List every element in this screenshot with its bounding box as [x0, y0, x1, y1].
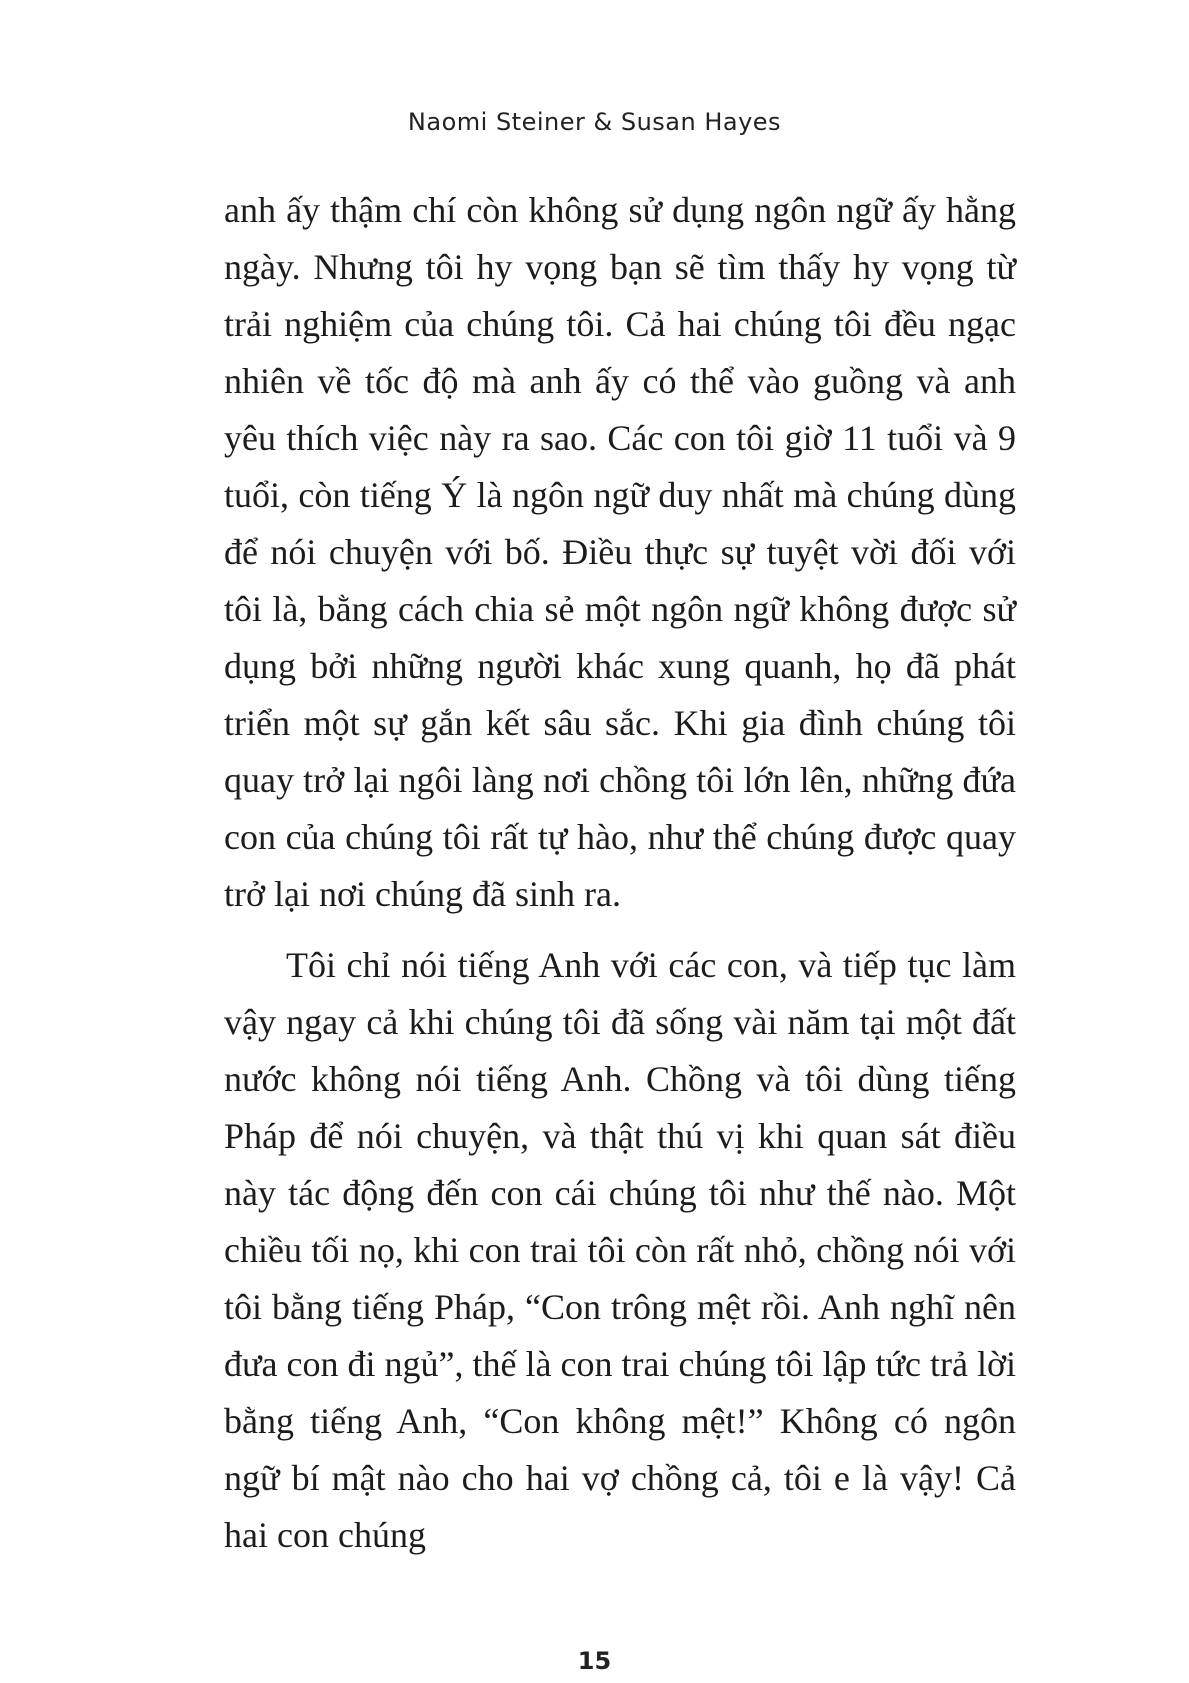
page-number: 15 [577, 1647, 612, 1675]
running-header-authors: Naomi Steiner & Susan Hayes [407, 108, 782, 136]
paragraph-2: Tôi chỉ nói tiếng Anh với các con, và tiếp tục làm vậy ngay cả khi chúng tôi đã sống vài năm tại một đất nước không nói tiếng Anh. Chồng và tôi dùng tiếng Pháp để nói chuyện, và thật thú vị khi quan sát điều này tác động đến con cái chúng tôi như thế nào. Một chiều tối nọ, khi con trai tôi còn rất nhỏ, chồng nói với tôi bằng tiếng Pháp, “Con trông mệt rồi. Anh nghĩ nên đưa con đi ngủ”, thế là con trai chúng tôi lập tức trả lời bằng tiếng Anh, “Con không mệt!” Không có ngôn ngữ bí mật nào cho hai vợ chồng cả, tôi e là vậy! Cả hai con chúng [224, 945, 1016, 1555]
body-text [224, 182, 1016, 1564]
paragraph-1: anh ấy thậm chí còn không sử dụng ngôn ngữ ấy hằng ngày. Nhưng tôi hy vọng bạn sẽ tìm thấy hy vọng từ trải nghiệm của chúng tôi. Cả hai chúng tôi đều ngạc nhiên về tốc độ mà anh ấy có thể vào guồng và anh yêu thích việc này ra sao. Các con tôi giờ 11 tuổi và 9 tuổi, còn tiếng Ý là ngôn ngữ duy nhất mà chúng dùng để nói chuyện với bố. Điều thực sự tuyệt vời đối với tôi là, bằng cách chia sẻ một ngôn ngữ không được sử dụng bởi những người khác xung quanh, họ đã phát triển một sự gắn kết sâu sắc. Khi gia đình chúng tôi quay trở lại ngôi làng nơi chồng tôi lớn lên, những đứa con của chúng tôi rất tự hào, như thể chúng được quay trở lại nơi chúng đã sinh ra. [224, 190, 1016, 914]
